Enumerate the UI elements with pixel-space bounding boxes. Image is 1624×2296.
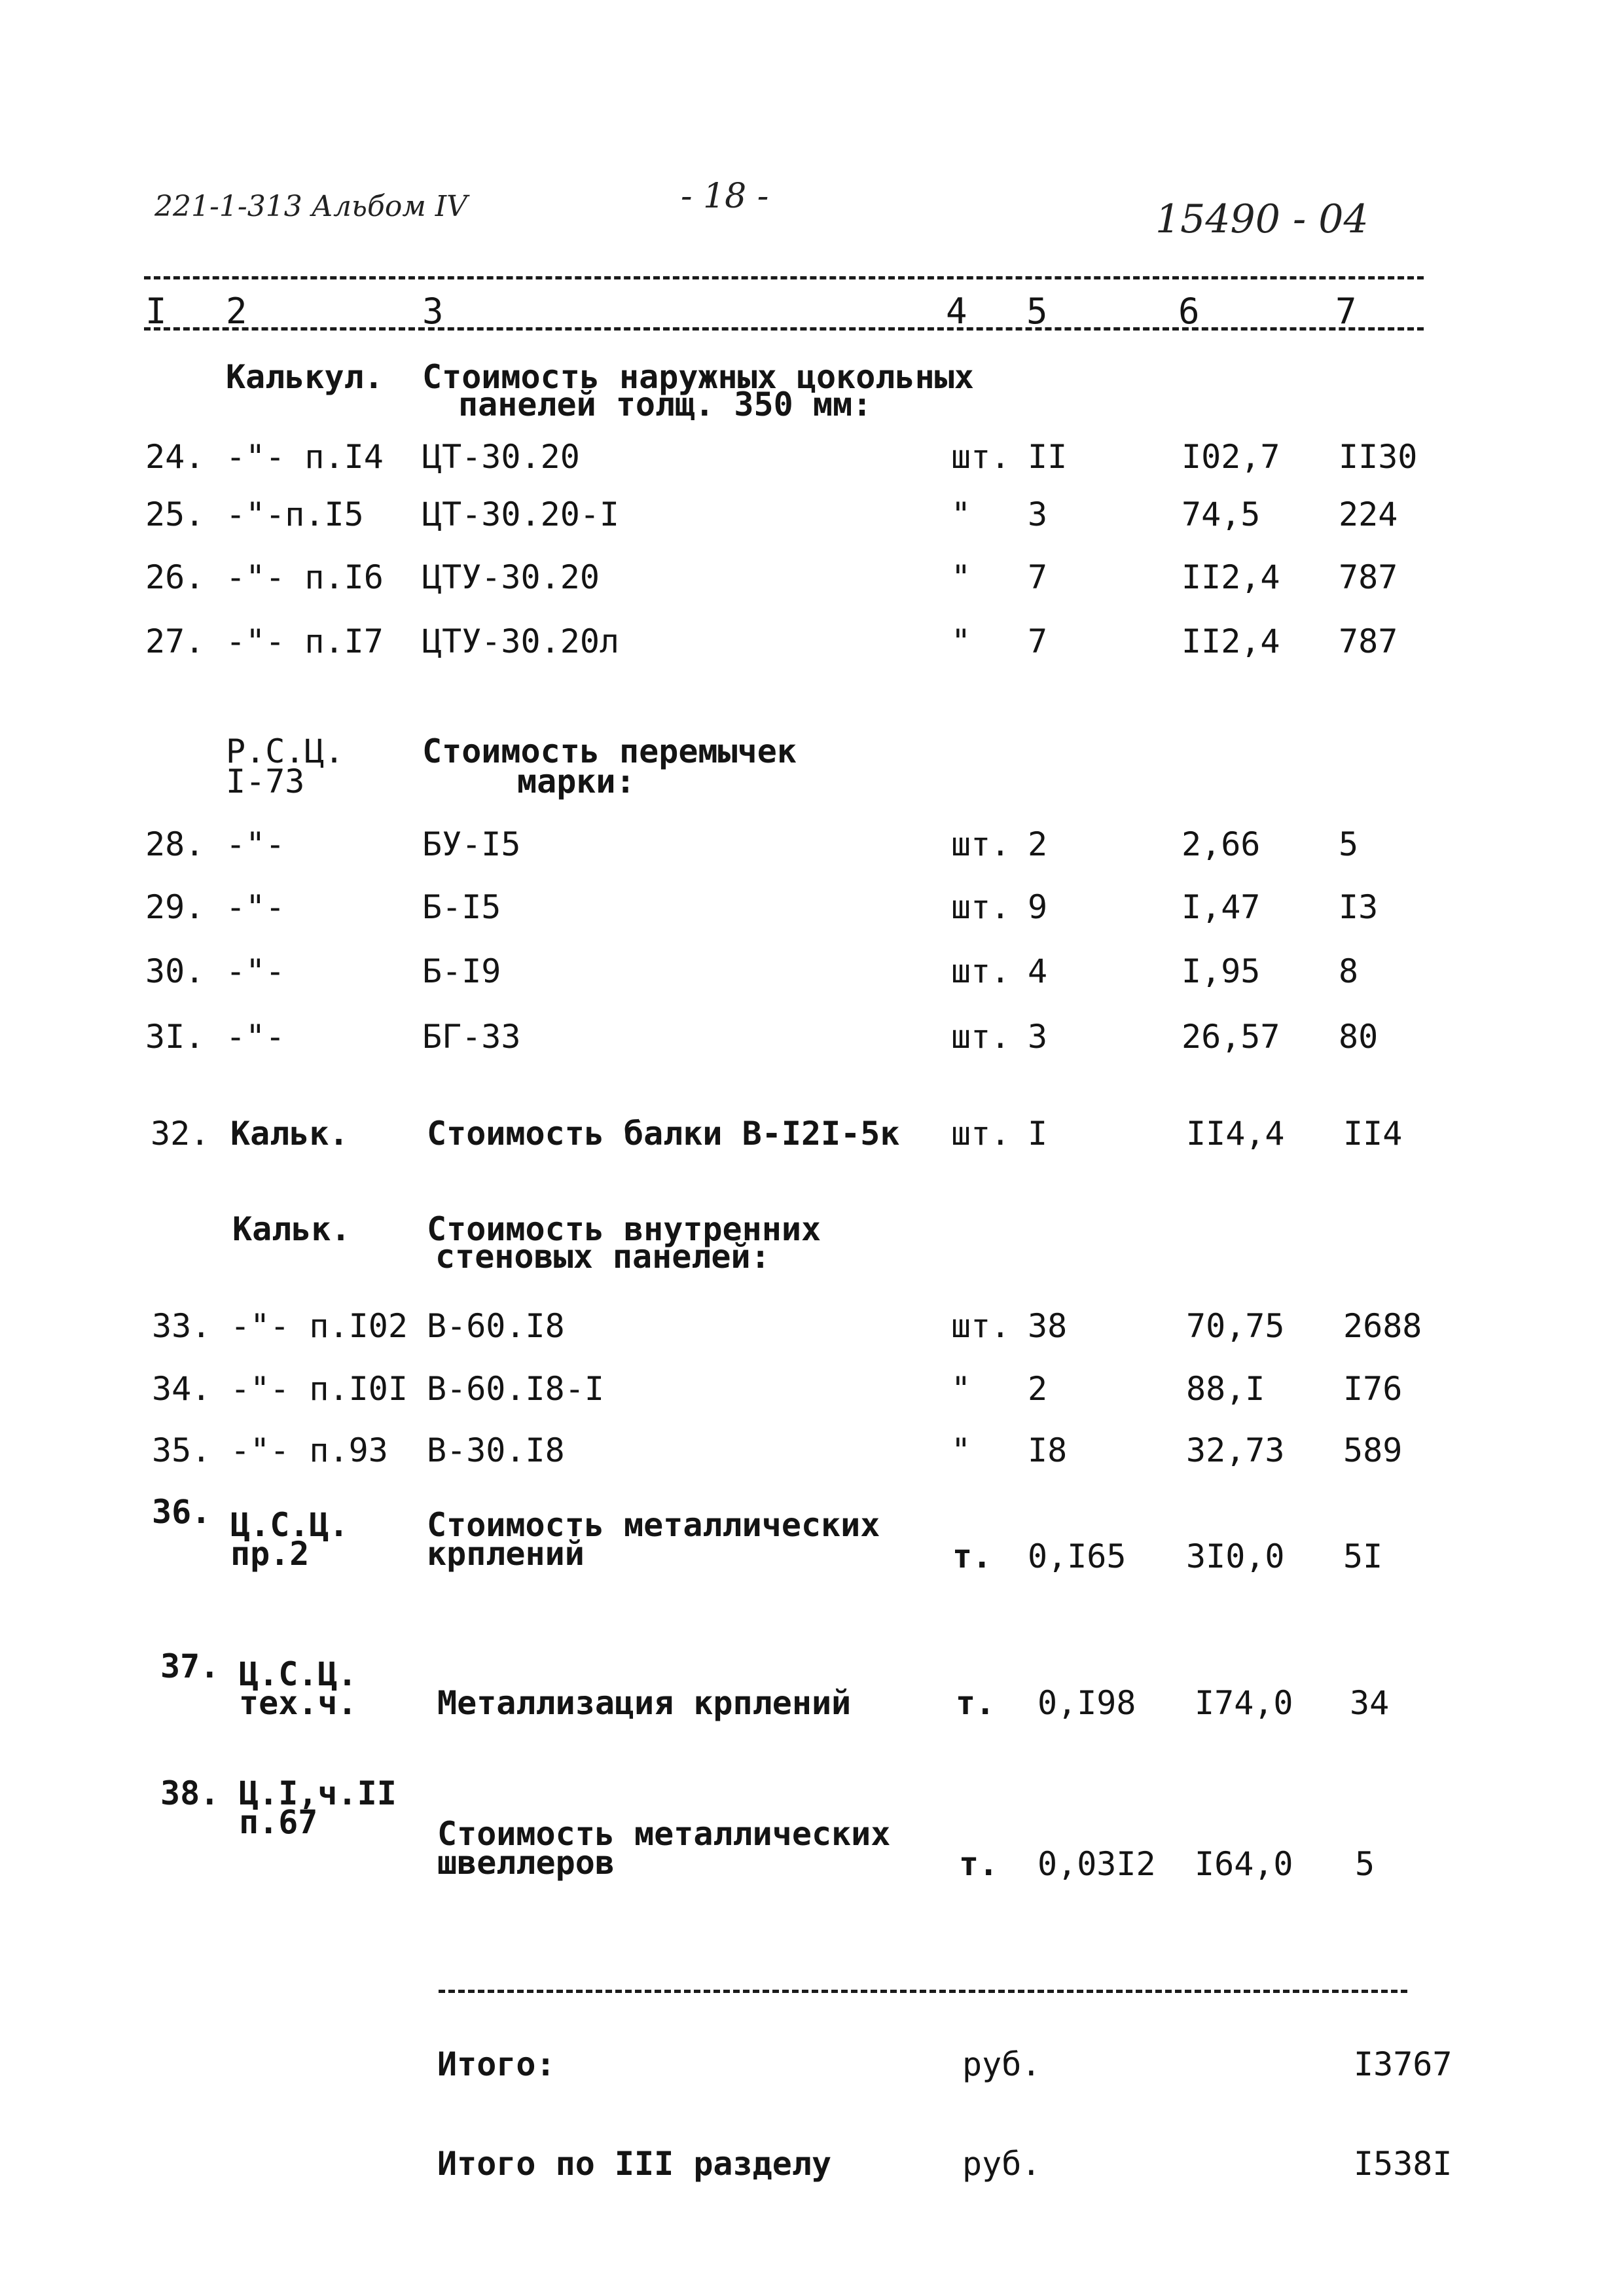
row-total: 787 — [1339, 558, 1398, 596]
row-name: Б-I9 — [422, 952, 501, 990]
row-reference: -"- — [226, 825, 285, 863]
row-price: I64,0 — [1195, 1845, 1293, 1883]
row-total: 5 — [1355, 1845, 1375, 1883]
row-name: Стоимость металлических — [427, 1506, 880, 1544]
row-unit: шт. — [951, 438, 1011, 476]
row-quantity: I — [1028, 1115, 1048, 1153]
section-source: Кальк. — [232, 1210, 351, 1248]
row-reference: -"- — [226, 1018, 285, 1056]
total-value: I538I — [1354, 2145, 1453, 2183]
row-name: Металлизация крплений — [437, 1684, 852, 1722]
row-quantity: 2 — [1028, 825, 1048, 863]
row-reference: -"- — [226, 952, 285, 990]
row-name: ЦТУ-30.20л — [422, 622, 620, 660]
row-reference: тех.ч. — [239, 1684, 357, 1722]
row-reference: п.67 — [239, 1803, 318, 1841]
row-name: БУ-I5 — [422, 825, 521, 863]
row-reference: Ц.С.Ц. — [230, 1506, 349, 1544]
row-total: II4 — [1343, 1115, 1403, 1153]
row-name: ЦТ-30.20-I — [422, 495, 620, 533]
row-total: I3 — [1339, 888, 1379, 926]
row-price: 88,I — [1186, 1370, 1265, 1408]
total-label: Итого по III разделу — [437, 2145, 832, 2183]
total-unit: руб. — [962, 2145, 1041, 2183]
row-price: I74,0 — [1195, 1684, 1293, 1722]
column-header-3: 3 — [422, 291, 444, 332]
row-unit: т. — [956, 1684, 996, 1722]
total-unit: руб. — [962, 2045, 1041, 2083]
row-quantity: 2 — [1028, 1370, 1048, 1408]
row-reference: -"- п.I6 — [226, 558, 384, 596]
row-unit: " — [951, 1431, 971, 1469]
section-title: Стоимость внутренних — [427, 1210, 821, 1248]
row-number: 34. — [152, 1370, 211, 1408]
column-header-7: 7 — [1335, 291, 1357, 332]
row-number: 3I. — [145, 1018, 205, 1056]
row-name: Стоимость балки В-I2I-5к — [427, 1115, 900, 1153]
row-quantity: 4 — [1028, 952, 1048, 990]
column-header-2: 2 — [226, 291, 247, 332]
row-total: 224 — [1339, 495, 1398, 533]
row-quantity: I8 — [1028, 1431, 1068, 1469]
row-number: 25. — [145, 495, 205, 533]
row-total: 2688 — [1343, 1307, 1422, 1345]
row-unit: " — [951, 1370, 971, 1408]
row-number: 26. — [145, 558, 205, 596]
row-quantity: 38 — [1028, 1307, 1068, 1345]
row-reference: Кальк. — [230, 1115, 349, 1153]
row-reference: -"- п.93 — [230, 1431, 388, 1469]
page-number: - 18 - — [681, 177, 769, 216]
row-total: 34 — [1350, 1684, 1390, 1722]
section-title: Стоимость наружных цокольных — [422, 358, 974, 396]
row-price: 74,5 — [1182, 495, 1261, 533]
document-code: 221-1-313 Альбом IV — [154, 190, 467, 223]
row-price: I,47 — [1182, 888, 1261, 926]
section-source: Р.С.Ц. — [226, 732, 344, 770]
row-unit: шт. — [951, 1115, 1011, 1153]
row-name: ЦТУ-30.20 — [422, 558, 600, 596]
top-divider — [144, 276, 1424, 279]
row-unit: т. — [952, 1537, 992, 1575]
row-name: швеллеров — [437, 1844, 615, 1882]
row-unit: шт. — [951, 1018, 1011, 1056]
row-number: 27. — [145, 622, 205, 660]
row-price: II2,4 — [1182, 622, 1280, 660]
row-total: 80 — [1339, 1018, 1379, 1056]
row-reference: -"- — [226, 888, 285, 926]
row-number: 28. — [145, 825, 205, 863]
row-unit: " — [951, 495, 971, 533]
row-price: I02,7 — [1182, 438, 1280, 476]
document-number: 15490 - 04 — [1155, 196, 1369, 242]
row-quantity: 0,I98 — [1038, 1684, 1136, 1722]
row-total: 8 — [1339, 952, 1359, 990]
row-number: 33. — [152, 1307, 211, 1345]
row-price: II2,4 — [1182, 558, 1280, 596]
row-reference: -"- п.I7 — [226, 622, 384, 660]
row-number: 30. — [145, 952, 205, 990]
row-unit: шт. — [951, 952, 1011, 990]
column-header-1: I — [145, 291, 167, 332]
row-quantity: 3 — [1028, 1018, 1048, 1056]
row-unit: шт. — [951, 1307, 1011, 1345]
row-number: 29. — [145, 888, 205, 926]
row-price: 26,57 — [1182, 1018, 1280, 1056]
row-total: I76 — [1343, 1370, 1403, 1408]
section-title: Стоимость перемычек — [422, 732, 797, 770]
row-name: Б-I5 — [422, 888, 501, 926]
row-reference: пр.2 — [230, 1535, 310, 1573]
row-price: 3I0,0 — [1186, 1537, 1285, 1575]
row-reference: -"-п.I5 — [226, 495, 364, 533]
row-unit: шт. — [951, 825, 1011, 863]
total-value: I3767 — [1354, 2045, 1453, 2083]
row-number: 38. — [160, 1774, 220, 1812]
totals-divider — [439, 1990, 1407, 1993]
row-number: 37. — [160, 1647, 220, 1685]
row-name: В-60.I8-I — [427, 1370, 604, 1408]
row-price: 70,75 — [1186, 1307, 1285, 1345]
row-total: II30 — [1339, 438, 1418, 476]
row-number: 36. — [152, 1493, 211, 1531]
row-name: БГ-33 — [422, 1018, 521, 1056]
row-unit: шт. — [951, 888, 1011, 926]
row-total: 589 — [1343, 1431, 1403, 1469]
row-price: II4,4 — [1186, 1115, 1285, 1153]
row-name: В-30.I8 — [427, 1431, 565, 1469]
row-name: Стоимость металлических — [437, 1815, 891, 1853]
section-title: стеновых панелей: — [435, 1238, 770, 1276]
section-source: I-73 — [226, 762, 305, 800]
row-number: 24. — [145, 438, 205, 476]
row-reference: Ц.I,ч.II — [239, 1774, 397, 1812]
row-quantity: II — [1028, 438, 1068, 476]
section-title: марки: — [517, 762, 636, 800]
row-reference: -"- п.I4 — [226, 438, 384, 476]
row-name: ЦТ-30.20 — [422, 438, 580, 476]
row-quantity: 0,I65 — [1028, 1537, 1127, 1575]
row-quantity: 3 — [1028, 495, 1048, 533]
header-divider — [144, 327, 1424, 331]
row-quantity: 0,03I2 — [1038, 1845, 1156, 1883]
row-number: 35. — [152, 1431, 211, 1469]
row-unit: " — [951, 622, 971, 660]
row-price: 32,73 — [1186, 1431, 1285, 1469]
row-number: 32. — [151, 1115, 210, 1153]
column-header-6: 6 — [1178, 291, 1200, 332]
column-header-5: 5 — [1026, 291, 1048, 332]
section-source: Калькул. — [226, 358, 384, 396]
row-total: 5I — [1343, 1537, 1383, 1575]
row-name: В-60.I8 — [427, 1307, 565, 1345]
row-quantity: 9 — [1028, 888, 1048, 926]
row-total: 787 — [1339, 622, 1398, 660]
row-reference: -"- п.I0I — [230, 1370, 408, 1408]
column-header-4: 4 — [946, 291, 967, 332]
row-reference: Ц.С.Ц. — [239, 1655, 357, 1693]
row-quantity: 7 — [1028, 558, 1048, 596]
section-title: панелей толщ. 350 мм: — [458, 386, 873, 423]
row-total: 5 — [1339, 825, 1359, 863]
row-price: I,95 — [1182, 952, 1261, 990]
row-quantity: 7 — [1028, 622, 1048, 660]
row-unit: " — [951, 558, 971, 596]
row-reference: -"- п.I02 — [230, 1307, 408, 1345]
row-price: 2,66 — [1182, 825, 1261, 863]
total-label: Итого: — [437, 2045, 556, 2083]
row-name: крплений — [427, 1535, 585, 1573]
row-unit: т. — [959, 1845, 999, 1883]
